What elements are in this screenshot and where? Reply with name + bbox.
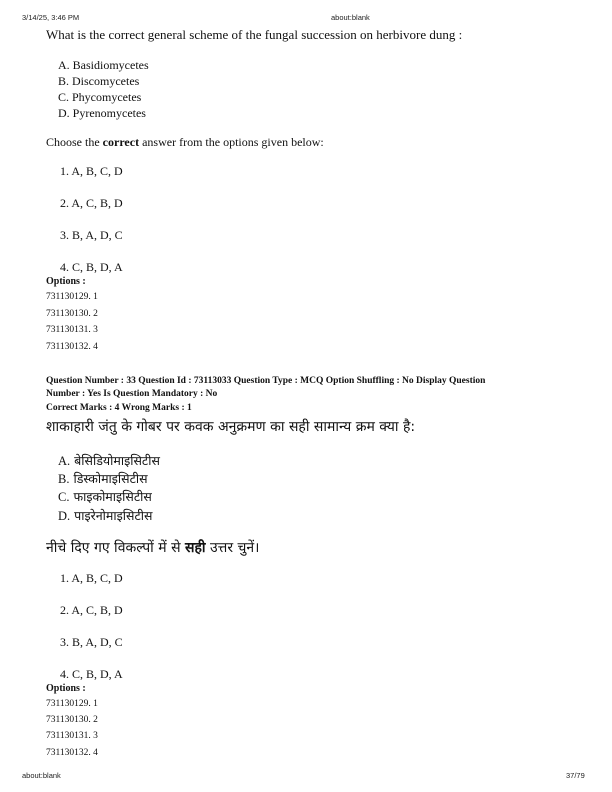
list-item-letter: C. bbox=[58, 490, 70, 504]
answer-option: 2. A, C, B, D bbox=[60, 603, 123, 617]
list-item-letter: B. bbox=[58, 472, 70, 486]
list-item: D. Pyrenomycetes bbox=[58, 106, 146, 120]
answer-option: 3. B, A, D, C bbox=[60, 635, 123, 649]
list-item: A. Basidiomycetes bbox=[58, 58, 149, 72]
list-item: C. Phycomycetes bbox=[58, 90, 142, 104]
footer-url: about:blank bbox=[22, 771, 61, 780]
instruction-bold: सही bbox=[185, 540, 206, 556]
list-item-text: बेसिडियोमाइसिटीस bbox=[74, 453, 160, 468]
instruction-pre: नीचे दिए गए विकल्पों में से bbox=[46, 540, 185, 556]
instruction-post: उत्तर चुनें। bbox=[205, 540, 260, 556]
list-item-text: फाइकोमाइसिटीस bbox=[73, 489, 152, 504]
instruction-text bbox=[46, 135, 324, 150]
question-meta-line2: Number : Yes Is Question Mandatory : No bbox=[46, 389, 218, 399]
option-id: 731130129. 1 bbox=[46, 292, 98, 302]
option-id: 731130130. 2 bbox=[46, 715, 98, 725]
list-item-text: पाइरेनोमाइसिटीस bbox=[74, 508, 153, 523]
print-url: about:blank bbox=[331, 13, 370, 22]
list-item bbox=[58, 507, 152, 524]
answer-option: 2. A, C, B, D bbox=[60, 196, 123, 210]
page-number: 37/79 bbox=[566, 771, 585, 780]
answer-option: 3. B, A, D, C bbox=[60, 228, 123, 242]
print-datetime: 3/14/25, 3:46 PM bbox=[22, 13, 80, 22]
option-id: 731130129. 1 bbox=[46, 699, 98, 709]
option-id: 731130132. 4 bbox=[46, 748, 98, 758]
instruction-bold: correct bbox=[102, 135, 140, 149]
list-item-letter: A. bbox=[58, 454, 71, 468]
options-label: Options : bbox=[46, 683, 86, 694]
instruction-pre: Choose the bbox=[46, 135, 103, 149]
instruction-text-hindi bbox=[46, 538, 259, 557]
list-item bbox=[58, 488, 152, 505]
options-label: Options : bbox=[46, 276, 86, 287]
option-id: 731130131. 3 bbox=[46, 731, 98, 741]
list-item-text: डिस्कोमाइसिटीस bbox=[73, 471, 148, 486]
list-item bbox=[58, 470, 148, 487]
question-marks: Correct Marks : 4 Wrong Marks : 1 bbox=[46, 403, 192, 413]
list-item: B. Discomycetes bbox=[58, 74, 140, 88]
question-text: What is the correct general scheme of the fungal succession on herbivore dung : bbox=[46, 27, 463, 42]
option-id: 731130131. 3 bbox=[46, 325, 98, 335]
answer-option: 4. C, B, D, A bbox=[60, 260, 123, 274]
answer-option: 1. A, B, C, D bbox=[60, 571, 123, 585]
instruction-post: answer from the options given below: bbox=[139, 135, 324, 149]
list-item-letter: D. bbox=[58, 509, 71, 523]
list-item bbox=[58, 452, 160, 469]
option-id: 731130130. 2 bbox=[46, 309, 98, 319]
question-meta-line1: Question Number : 33 Question Id : 73113033 Question Type : MCQ Option Shuffling : No Display Question bbox=[46, 376, 486, 386]
answer-option: 4. C, B, D, A bbox=[60, 667, 123, 681]
answer-option: 1. A, B, C, D bbox=[60, 164, 123, 178]
option-id: 731130132. 4 bbox=[46, 342, 98, 352]
question-text-hindi: शाकाहारी जंतु के गोबर पर कवक अनुक्रमण का सही सामान्य क्रम क्या है: bbox=[46, 419, 416, 435]
